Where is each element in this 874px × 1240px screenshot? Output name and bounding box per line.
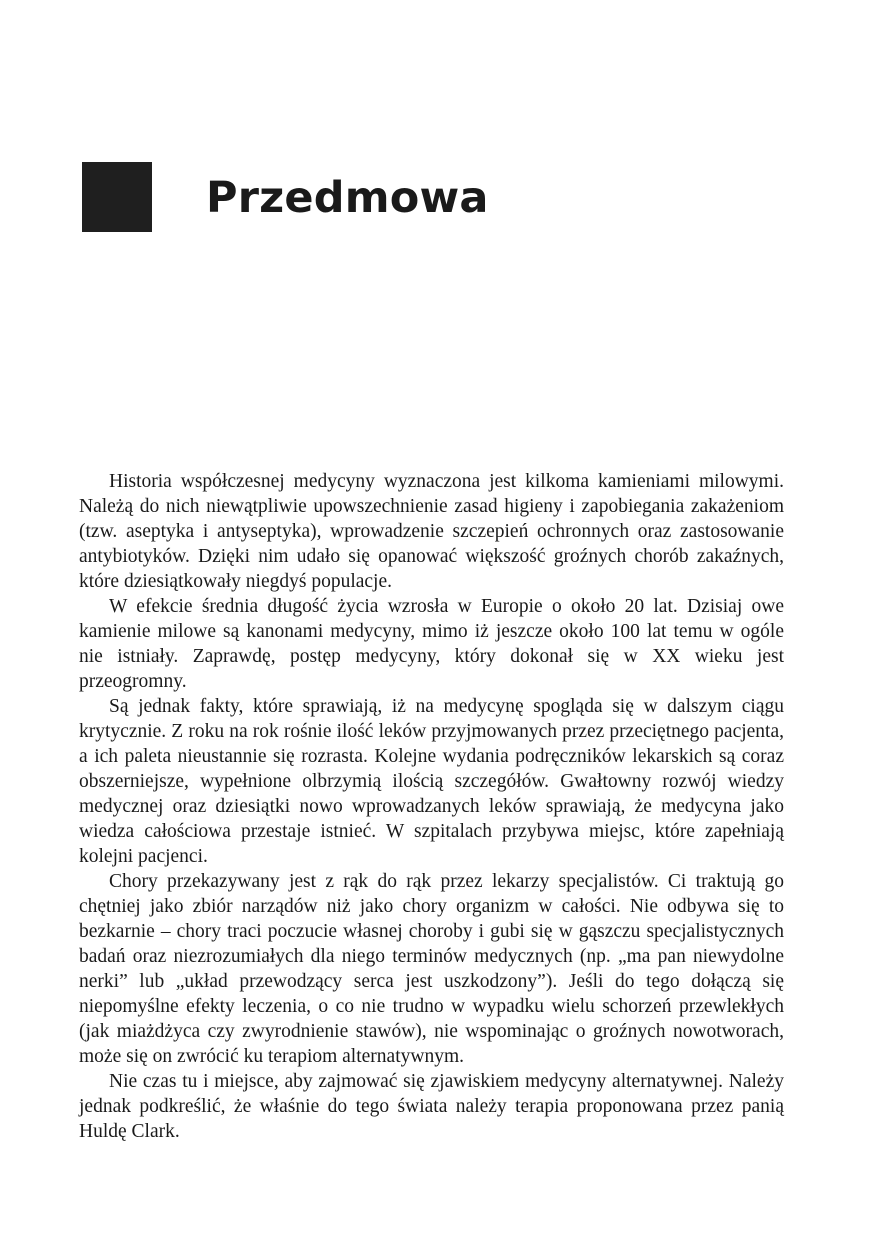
- paragraph: Są jednak fakty, które sprawiają, iż na medycynę spogląda się w dalszym ciągu krytycznie. Z roku na rok rośnie ilość leków przyjmowanych przez przeciętnego pacjenta, a ich paleta nieustannie się rozrasta. Kolejne wydania podręczników lekarskich są coraz obszerniejsze, wypełnione olbrzymią ilością szczegółów. Gwałtowny rozwój wiedzy medycznej oraz dziesiątki nowo wprowadzanych leków sprawiają, że medycyna jako wiedza całościowa przestaje istnieć. W szpitalach przybywa miejsc, które zapełniają kolejni pacjenci.: [79, 696, 784, 867]
- paragraph: W efekcie średnia długość życia wzrosła w Europie o około 20 lat. Dzisiaj owe kamienie milowe są kanonami medycyny, mimo iż jeszcze około 100 lat temu w ogóle nie istniały. Zaprawdę, postęp medycyny, który dokonał się w XX wieku jest przeogromny.: [79, 596, 784, 692]
- paragraph: Nie czas tu i miejsce, aby zajmować się zjawiskiem medycyny alternatywnej. Należy jednak podkreślić, że właśnie do tego świata należy terapia proponowana przez panią Huldę Clark.: [79, 1071, 784, 1142]
- body-text: [79, 469, 784, 1144]
- paragraph: Chory przekazywany jest z rąk do rąk przez lekarzy specjalistów. Ci traktują go chętniej jako zbiór narządów niż jako chory organizm w całości. Nie odbywa się to bezkarnie – chory traci poczucie własnej choroby i gubi się w gąszczu specjalistycznych badań oraz niezrozumiałych dla niego terminów medycznych (np. „ma pan niewydolne nerki” lub „układ przewodzący serca jest uszkodzony”). Jeśli do tego dołączą się niepomyślne efekty leczenia, o co nie trudno w wypadku wielu schorzeń przewlekłych (jak miażdżyca czy zwyrodnienie stawów), nie wspominając o groźnych nowotworach, może się on zwrócić ku terapiom alternatywnym.: [79, 871, 784, 1067]
- chapter-marker-square: [82, 162, 152, 232]
- chapter-title: Przedmowa: [206, 173, 489, 223]
- paragraph: Historia współczesnej medycyny wyznaczona jest kilkoma kamieniami milowymi. Należą do nich niewątpliwie upowszechnienie zasad higieny i zapobiegania zakażeniom (tzw. aseptyka i antyseptyka), wprowadzenie szczepień ochronnych oraz zastosowanie antybiotyków. Dzięki nim udało się opanować większość groźnych chorób zakaźnych, które dziesiątkowały niegdyś populacje.: [79, 471, 784, 592]
